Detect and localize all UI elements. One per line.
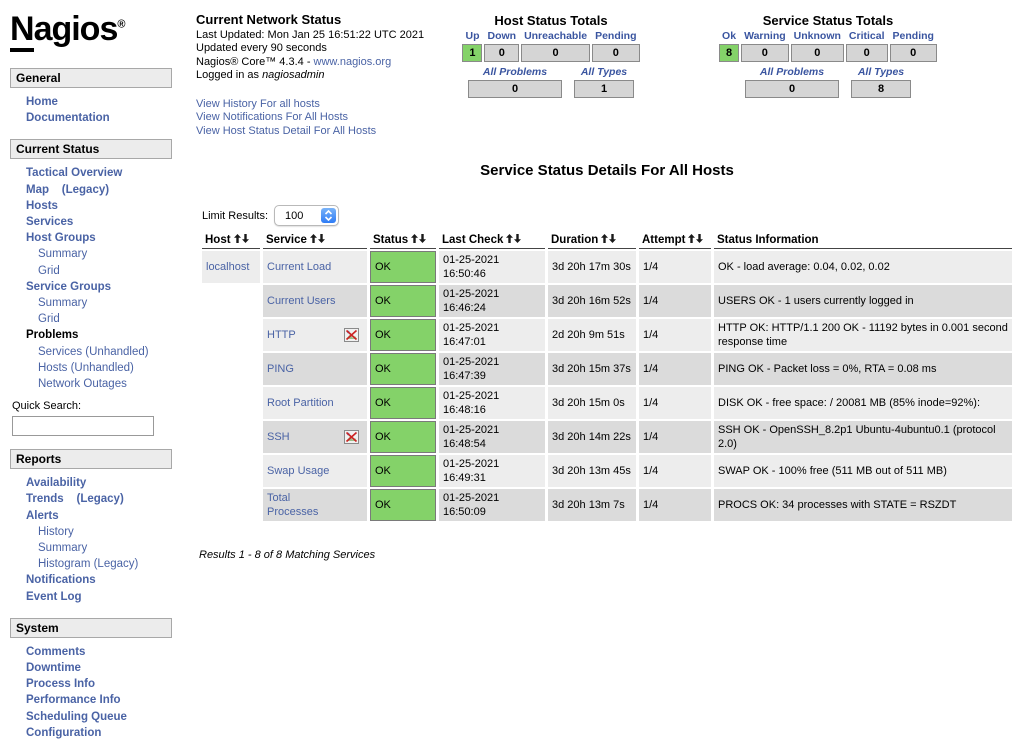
status-info-cell: SWAP OK - 100% free (511 MB out of 511 MB) [714, 455, 1012, 487]
host-cell [202, 353, 260, 385]
sidebar-item[interactable]: Documentation [26, 112, 110, 125]
host-cell [202, 421, 260, 453]
sidebar-item[interactable]: Configuration [26, 726, 102, 739]
duration-cell: 3d 20h 15m 0s [548, 387, 636, 419]
host-totals-all [456, 66, 646, 98]
quick-search-input[interactable] [12, 416, 154, 436]
table-row [202, 319, 1012, 351]
attempt-cell: 1/4 [639, 251, 711, 283]
host-cell [202, 319, 260, 351]
sidebar-item[interactable]: History [38, 525, 74, 538]
view-links [196, 98, 448, 139]
service-cell [263, 387, 367, 419]
attempt-cell: 1/4 [639, 353, 711, 385]
duration-cell: 3d 20h 13m 45s [548, 455, 636, 487]
view-history-link[interactable]: View History For all hosts [196, 97, 320, 110]
service-cell [263, 285, 367, 317]
table-row [202, 421, 1012, 453]
section-header-2: Reports [10, 449, 172, 469]
column-header-6 [714, 232, 1012, 249]
attempt-cell: 1/4 [639, 387, 711, 419]
last-check-cell: 01-25-2021 16:50:46 [439, 251, 545, 283]
service-status-totals [694, 13, 962, 98]
status-cell: OK [370, 455, 436, 487]
attempt-cell: 1/4 [639, 285, 711, 317]
table-row [202, 387, 1012, 419]
duration-cell: 3d 20h 15m 37s [548, 353, 636, 385]
duration-cell: 3d 20h 13m 7s [548, 489, 636, 521]
section-header-3: System [10, 618, 172, 638]
table-row [202, 251, 1012, 283]
host-cell [202, 489, 260, 521]
nagios-org-link[interactable]: www.nagios.org [313, 55, 392, 68]
limit-results-select[interactable] [274, 205, 339, 226]
view-notifications-link[interactable]: View Notifications For All Hosts [196, 111, 349, 123]
host-status-totals [456, 13, 646, 98]
service-totals-columns [694, 30, 962, 62]
host-totals-label: Up [465, 30, 480, 42]
results-summary: Results 1 - 8 of 8 Matching Services [199, 549, 376, 561]
section-header-0: General [10, 68, 172, 88]
service-status-table [199, 230, 1015, 523]
host-totals-label: Pending [595, 30, 637, 42]
attempt-cell: 1/4 [639, 489, 711, 521]
sort-desc-icon [514, 234, 521, 243]
host-cell [202, 387, 260, 419]
column-header-0 [202, 232, 260, 249]
last-check-cell: 01-25-2021 16:48:54 [439, 421, 545, 453]
core-version-line [196, 56, 448, 70]
sort-arrows[interactable] [688, 234, 703, 243]
status-cell: OK [370, 387, 436, 419]
column-header-label: Status Information [717, 234, 819, 246]
host-totals-title: Host Status Totals [494, 13, 608, 28]
service-all-types-label: All Types [857, 66, 905, 78]
sidebar-item[interactable]: Scheduling Queue [26, 710, 127, 723]
last-check-cell: 01-25-2021 16:50:09 [439, 489, 545, 521]
service-totals-all [694, 66, 962, 98]
broken-image-icon [344, 430, 359, 444]
service-cell [263, 489, 367, 521]
sidebar-item[interactable]: Trends (Legacy) [26, 493, 124, 506]
table-row [202, 285, 1012, 317]
sidebar-item[interactable]: Availability [26, 477, 87, 490]
table-row [202, 455, 1012, 487]
service-link[interactable]: HTTP [267, 329, 296, 341]
sidebar-item[interactable]: Summary [38, 297, 88, 310]
service-cell [263, 353, 367, 385]
service-totals-label: Critical [848, 30, 885, 42]
last-updated-text: Last Updated: Mon Jan 25 16:51:22 UTC 2021 [196, 28, 425, 41]
status-info-cell: PROCS OK: 34 processes with STATE = RSZDT [714, 489, 1012, 521]
nagios-logo [0, 0, 182, 55]
sort-desc-icon [696, 234, 703, 243]
network-status-title: Current Network Status [196, 12, 342, 27]
network-status-block [196, 13, 448, 138]
last-check-cell: 01-25-2021 16:46:24 [439, 285, 545, 317]
service-cell [263, 251, 367, 283]
sidebar-item[interactable]: Event Log [26, 590, 82, 603]
sidebar-item[interactable]: Summary [38, 542, 88, 555]
status-cell: OK [370, 251, 436, 283]
logo-n: N [10, 10, 34, 52]
sidebar-item[interactable]: Downtime [26, 662, 81, 675]
service-all-types-count[interactable]: 8 [851, 80, 911, 98]
last-check-cell: 01-25-2021 16:48:16 [439, 387, 545, 419]
column-header-3 [439, 232, 545, 249]
column-header-label: Service [266, 234, 307, 246]
sidebar-label: Problems [26, 329, 79, 342]
last-check-cell: 01-25-2021 16:47:01 [439, 319, 545, 351]
sidebar-item[interactable]: Host Groups [26, 232, 96, 245]
column-header-label: Duration [551, 234, 599, 246]
duration-cell: 3d 20h 17m 30s [548, 251, 636, 283]
sort-asc-icon [234, 234, 241, 243]
update-interval-text: Updated every 90 seconds [196, 42, 327, 54]
duration-cell: 3d 20h 14m 22s [548, 421, 636, 453]
sidebar-item[interactable]: Summary [38, 248, 88, 261]
limit-results-row [196, 205, 1018, 226]
column-header-5 [639, 232, 711, 249]
service-link[interactable]: Root Partition [267, 397, 334, 409]
sort-desc-icon [419, 234, 426, 243]
service-totals-count[interactable]: 0 [741, 44, 789, 62]
view-host-status-link[interactable]: View Host Status Detail For All Hosts [196, 124, 377, 137]
sidebar-item[interactable]: Alerts [26, 509, 59, 522]
service-cell [263, 421, 367, 453]
limit-results-label: Limit Results: [202, 209, 269, 222]
status-info-cell: HTTP OK: HTTP/1.1 200 OK - 11192 bytes in 0.001 second response time [714, 319, 1012, 351]
logged-in-prefix: Logged in as [196, 69, 263, 81]
sidebar-item[interactable]: Home [26, 96, 58, 108]
service-totals-label: Ok [722, 30, 737, 42]
sort-desc-icon [609, 234, 616, 243]
service-all-problems-count[interactable]: 0 [745, 80, 839, 98]
sort-arrows[interactable] [234, 234, 249, 243]
status-info-cell: USERS OK - 1 users currently logged in [714, 285, 1012, 317]
sidebar-item[interactable]: Service Groups [26, 280, 112, 293]
sort-desc-icon [318, 234, 325, 243]
sidebar-item[interactable]: Grid [38, 264, 60, 277]
status-cell: OK [370, 353, 436, 385]
host-totals-count[interactable]: 0 [521, 44, 590, 62]
column-header-label: Status [373, 234, 409, 246]
logo-rest: agios [33, 10, 118, 48]
service-cell [263, 319, 367, 351]
page-title: Service Status Details For All Hosts [480, 162, 734, 179]
status-cell: OK [370, 285, 436, 317]
service-link[interactable]: SSH [267, 431, 290, 443]
table-row [202, 353, 1012, 385]
host-totals-label: Down [487, 30, 517, 42]
column-header-1 [263, 232, 367, 249]
sort-arrows[interactable] [310, 234, 325, 243]
logged-in-user: nagiosadmin [262, 69, 325, 81]
sidebar-item[interactable]: Network Outages [38, 378, 127, 391]
sidebar-item[interactable]: Performance Info [26, 694, 121, 707]
sidebar [0, 0, 182, 737]
column-header-label: Attempt [642, 234, 686, 246]
sort-asc-icon [411, 234, 418, 243]
service-totals-count[interactable]: 0 [791, 44, 844, 62]
host-totals-count[interactable]: 1 [462, 44, 482, 62]
sort-asc-icon [688, 234, 695, 243]
select-stepper-icon [321, 208, 336, 223]
service-link[interactable]: Current Load [267, 261, 332, 273]
sort-asc-icon [506, 234, 513, 243]
host-totals-count[interactable]: 0 [592, 44, 639, 62]
last-check-cell: 01-25-2021 16:47:39 [439, 353, 545, 385]
status-cell: OK [370, 489, 436, 521]
duration-cell: 3d 20h 16m 52s [548, 285, 636, 317]
status-info-cell: PING OK - Packet loss = 0%, RTA = 0.08 ms [714, 353, 1012, 385]
main-content [196, 0, 1018, 561]
header-info-row [196, 0, 1018, 138]
service-link[interactable]: PING [267, 363, 294, 375]
sidebar-item[interactable]: Map (Legacy) [26, 183, 110, 196]
column-header-label: Host [205, 234, 231, 246]
sidebar-nav [0, 68, 182, 741]
section-header-1: Current Status [10, 139, 172, 159]
column-header-2 [370, 232, 436, 249]
service-link[interactable]: Current Users [267, 295, 336, 307]
sort-arrows[interactable] [411, 234, 426, 243]
sidebar-item[interactable]: Tactical Overview [26, 167, 123, 180]
service-link[interactable]: Swap Usage [267, 465, 330, 477]
broken-image-icon [344, 328, 359, 342]
sidebar-item[interactable]: Services [26, 216, 74, 229]
host-cell [202, 455, 260, 487]
column-header-label: Last Check [442, 234, 504, 246]
status-cell: OK [370, 421, 436, 453]
sidebar-item[interactable]: Histogram (Legacy) [38, 558, 139, 571]
host-all-types-count[interactable]: 1 [574, 80, 634, 98]
table-row [202, 489, 1012, 521]
status-info-cell: SSH OK - OpenSSH_8.2p1 Ubuntu-4ubuntu0.1 (protocol 2.0) [714, 421, 1012, 453]
host-totals-label: Unreachable [524, 30, 588, 42]
sort-asc-icon [310, 234, 317, 243]
sidebar-item[interactable]: Hosts (Unhandled) [38, 361, 134, 374]
table-header-row [202, 232, 1012, 249]
attempt-cell: 1/4 [639, 455, 711, 487]
sort-arrows[interactable] [601, 234, 616, 243]
sidebar-item[interactable]: Hosts [26, 199, 58, 212]
service-totals-title: Service Status Totals [762, 13, 894, 28]
table-body [202, 251, 1012, 521]
sidebar-item[interactable]: Services (Unhandled) [38, 345, 149, 358]
status-cell: OK [370, 319, 436, 351]
host-all-problems-count[interactable]: 0 [468, 80, 562, 98]
registered-mark-icon: ® [117, 18, 126, 31]
host-totals-columns [456, 30, 646, 62]
service-totals-label: Pending [892, 30, 934, 42]
service-totals-label: Warning [744, 30, 786, 42]
sort-asc-icon [601, 234, 608, 243]
service-totals-label: Unknown [793, 30, 841, 42]
sidebar-item[interactable]: Grid [38, 313, 60, 326]
sort-arrows[interactable] [506, 234, 521, 243]
service-cell [263, 455, 367, 487]
sidebar-item[interactable]: Process Info [26, 678, 96, 691]
logged-in-line [196, 69, 448, 83]
status-info-cell: DISK OK - free space: / 20081 MB (85% inode=92%): [714, 387, 1012, 419]
duration-cell: 2d 20h 9m 51s [548, 319, 636, 351]
service-all-problems-label: All Problems [759, 66, 825, 78]
host-cell [202, 251, 260, 283]
host-totals-count[interactable]: 0 [484, 44, 519, 62]
service-link[interactable]: Total Processes [267, 492, 319, 518]
service-totals-count[interactable]: 0 [890, 44, 937, 62]
last-check-cell: 01-25-2021 16:49:31 [439, 455, 545, 487]
host-all-problems-label: All Problems [482, 66, 548, 78]
sidebar-item[interactable]: Notifications [26, 574, 96, 587]
quick-search-label: Quick Search: [12, 400, 82, 413]
host-cell [202, 285, 260, 317]
sort-desc-icon [242, 234, 249, 243]
sidebar-item[interactable]: Comments [26, 645, 86, 658]
attempt-cell: 1/4 [639, 421, 711, 453]
attempt-cell: 1/4 [639, 319, 711, 351]
service-totals-count[interactable]: 0 [846, 44, 888, 62]
status-info-cell: OK - load average: 0.04, 0.02, 0.02 [714, 251, 1012, 283]
host-all-types-label: All Types [580, 66, 628, 78]
limit-results-value: 100 [285, 209, 304, 222]
column-header-4 [548, 232, 636, 249]
service-totals-count[interactable]: 8 [719, 44, 739, 62]
host-link[interactable]: localhost [206, 261, 250, 273]
core-version-text: Nagios® Core™ 4.3.4 - [196, 55, 314, 68]
